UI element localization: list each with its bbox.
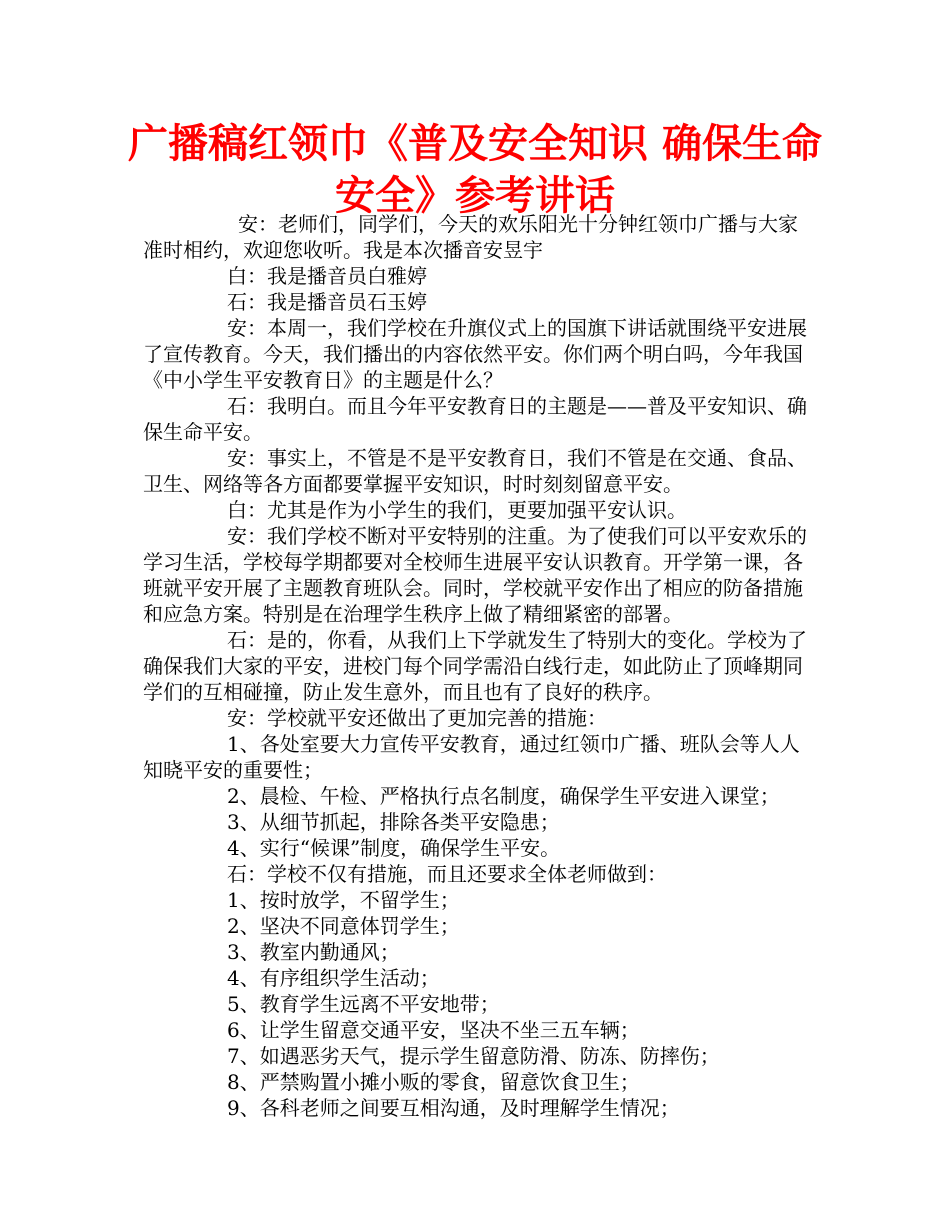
list-item: 4、有序组织学生活动； — [227, 966, 440, 990]
list-item: 3、教室内勤通风； — [227, 940, 400, 964]
list-item: 2、晨检、午检、严格执行点名制度，确保学生平安进入课堂； — [227, 784, 780, 808]
list-item: 5、教育学生远离不平安地带； — [227, 992, 500, 1016]
list-item: 9、各科老师之间要互相沟通，及时理解学生情况； — [227, 1096, 680, 1120]
list-item: 1、按时放学，不留学生； — [227, 888, 460, 912]
paragraph: 安：事实上，不管是不是平安教育日，我们不管是在交通、食品、卫生、网络等各方面都要掌握平安知识，时时刻刻留意平安。 — [143, 446, 807, 496]
paragraph: 石：是的，你看，从我们上下学就发生了特别大的变化。学校为了确保我们大家的平安，进校门每个同学需沿白线行走，如此防止了顶峰期同学们的互相碰撞，防止发生意外，而且也有了良好的秩序。 — [143, 628, 807, 704]
list-item: 2、坚决不同意体罚学生； — [227, 914, 460, 938]
list-item: 1、各处室要大力宣传平安教育，通过红领巾广播、班队会等人人知晓平安的重要性； — [143, 732, 800, 782]
list-item: 8、严禁购置小摊小贩的零食，留意饮食卫生； — [227, 1070, 640, 1094]
paragraph: 安：学校就平安还做出了更加完善的措施： — [227, 706, 607, 730]
list-item: 4、实行“候课”制度，确保学生平安。 — [227, 836, 561, 860]
paragraph: 石：我明白。而且今年平安教育日的主题是——普及平安知识、确保生命平安。 — [143, 394, 807, 444]
paragraph: 安：本周一，我们学校在升旗仪式上的国旗下讲话就围绕平安进展了宣传教育。今天，我们播出的内容依然平安。你们两个明白吗，今年我国《中小学生平安教育日》的主题是什么？ — [143, 316, 807, 392]
list-item: 6、让学生留意交通平安，坚决不坐三五车辆； — [227, 1018, 640, 1042]
paragraph: 安：我们学校不断对平安特别的注重。为了使我们可以平安欢乐的学习生活，学校每学期都要对全校师生进展平安认识教育。开学第一课，各班就平安开展了主题教育班队会。同时，学校就平安作出了相应的防备措施和应急方案。特别是在治理学生秩序上做了精细紧密的部署。 — [143, 524, 807, 626]
list-item: 7、如遇恶劣天气，提示学生留意防滑、防冻、防摔伤； — [227, 1044, 720, 1068]
paragraph: 白：我是播音员白雅婷 — [227, 264, 427, 288]
paragraph: 安：老师们，同学们，今天的欢乐阳光十分钟红领巾广播与大家准时相约，欢迎您收听。我是本次播音安昱宇 — [143, 212, 798, 262]
document-title: 广播稿红领巾《普及安全知识 确保生命安全》参考讲话 — [128, 121, 822, 219]
document-body — [143, 211, 813, 1121]
paragraph: 石：我是播音员石玉婷 — [227, 290, 427, 314]
paragraph: 石：学校不仅有措施，而且还要求全体老师做到： — [227, 862, 667, 886]
list-item: 3、从细节抓起，排除各类平安隐患； — [227, 810, 560, 834]
paragraph: 白：尤其是作为小学生的我们，更要加强平安认识。 — [227, 498, 687, 522]
